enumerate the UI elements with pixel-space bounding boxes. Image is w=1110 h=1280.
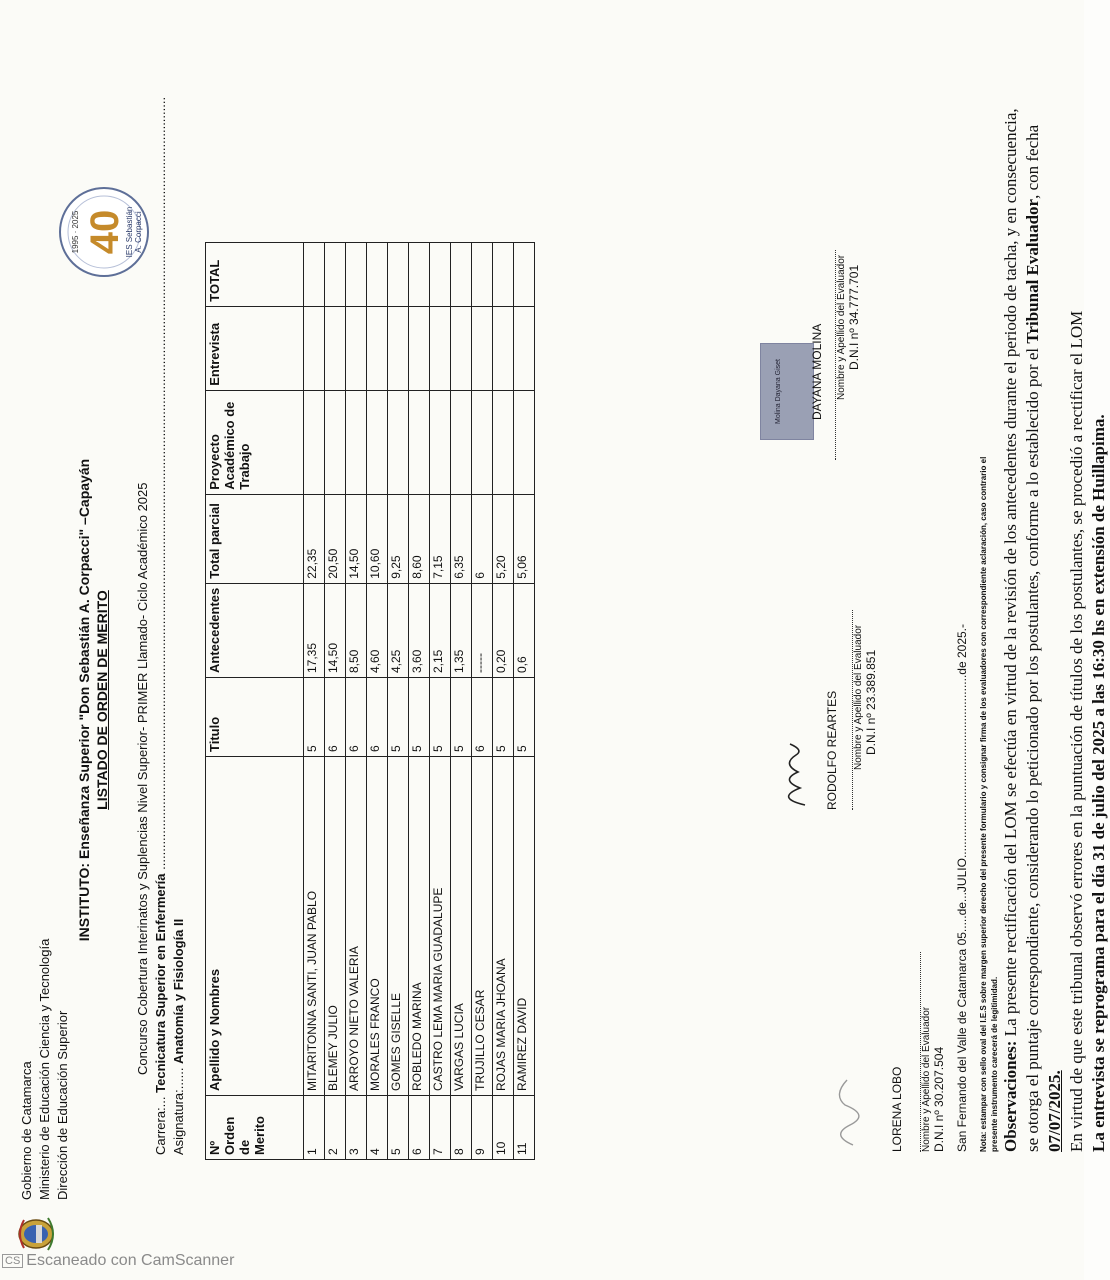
- table-row: [493, 242, 514, 1159]
- cell-name: BLEMEY JULIO: [325, 757, 346, 1096]
- cell-name: ARROYO NIETO VALERIA: [346, 757, 367, 1096]
- cell-name: GOMES GISELLE: [388, 757, 409, 1096]
- cell-total: [304, 242, 325, 306]
- institute-name: INSTITUTO: Enseñanza Superior "Don Sebastián A. Corpacci" –Capayán: [76, 458, 92, 942]
- cell-entrevista: [325, 306, 346, 390]
- document-sheet: Gobierno de Catamarca Ministerio de Educación Ciencia y Tecnología Dirección de Educación Superior INSTITUTO: Enseñanza Superior "Don Sebastián A. Corpacci" –Capayán LISTADO DE ORDEN DE MERITO 40 1995 · 2025 IES Sebastián A. Corpacci Concurso Cobertura Interinatos y Suplencias Nivel Superior- PRIMER Llamado- Ciclo Académico 2025 Carrera:... Tecnicatura Superior en Enfermería ...................................................................................................................................................................................................................... Asignatura:...... Anatomía y Fisiología II Nº Orden de Merito Apellido y Nombres Titulo Antecedentes Total parcial Proyecto Académico de Trabajo Entrevista TOTAL 1 MITARITONNA SANTI, JUAN PABLO 5 17,35 22,35 2 BLEMEY JULIO 6 14,50 20,50 3 ARROYO NIETO VALERIA 6 8,50 14,50 4 MORALES FRANCO 6 4,60 10,60 5 GOMES GISELLE 5 4,25 9,25 6 ROBLEDO MARINA 5 3,60 8,60 7 CASTRO LEMA MARIA GUADALUPE 5 2,15 7,15 8 VARGAS LUCIA 5 1,35 6,35 9 TRUJILLO CESAR 6 ----- 6 10 ROJAS MARIA JHOANA 5 0,20 5,20 11 RAMIREZ DAVID 5 0,6 5,06 LORENA LOBO Nombre y Apellido del Evaluador D.N.I nº 30.207.504 RODOLFO REARTES Nombre y Apellido del Evaluador D.N.I nº 23.389.851 Molina Dayana Giset DAYANA MOLINA Nombre y Apellido del Evaluador D.N.I nº 34.777.701 San Fernando del Valle de Catamarca 05.....de...JULIO.......................................................de 2025.- Nota: estampar con sello oval del I.E.S sobre margen superior derecho del presente formulario y consignar firma de los evaluadores con correspondiente aclaración, caso contrario el presente instrumento carecerá de legitimidad. Observaciones: La presente rectificación del LOM se efectúa en virtud de la revisión de los antecedentes durante el periodo de tacha, y en consecuencia, se otorga el puntaje correspondiente, considerando lo peticionado por los postulantes, conforme a lo establecido por el Tribunal Evaluador, con fecha 07/07/2025. En virtud de que este tribunal observó errores en la puntuación de títulos de los postulantes, se procedió a rectificar el LOM La entrevista se reprograma para el día 31 de julio del 2025 a las 16:30 hs en extensión de Huillapima.: [0, 0, 1084, 1280]
- table-row: [451, 242, 472, 1159]
- cell-num: 4: [367, 1096, 388, 1160]
- cell-antecedentes: 3,60: [409, 583, 430, 677]
- table-row: [388, 242, 409, 1159]
- cell-total-parcial: 7,15: [430, 494, 451, 583]
- cell-entrevista: [304, 306, 325, 390]
- cell-total-parcial: 5,20: [493, 494, 514, 583]
- cell-proyecto: [430, 390, 451, 494]
- signature-scribble-1: [825, 1070, 865, 1150]
- concurso-text: Concurso Cobertura Interinatos y Suplencias Nivel Superior- PRIMER Llamado- Ciclo Académico 2025: [135, 482, 150, 1075]
- evaluator-2-name: RODOLFO REARTES: [825, 690, 839, 810]
- observations-label: Observaciones:: [1001, 1040, 1020, 1152]
- cell-titulo: 6: [472, 678, 493, 757]
- cell-antecedentes: 0,6: [514, 583, 535, 677]
- cell-entrevista: [430, 306, 451, 390]
- cell-total: [367, 242, 388, 306]
- cell-total-parcial: 6,35: [451, 494, 472, 583]
- cell-titulo: 5: [388, 678, 409, 757]
- evaluator-2-dni: D.N.I nº 23.389.851: [864, 649, 878, 755]
- col-header-entrevista: Entrevista: [206, 306, 304, 390]
- evaluator-1-dni: D.N.I nº 30.207.504: [932, 1046, 946, 1152]
- table-header-row: [206, 242, 304, 1159]
- cell-total: [325, 242, 346, 306]
- cell-entrevista: [472, 306, 493, 390]
- cell-total: [493, 242, 514, 306]
- cell-num: 5: [388, 1096, 409, 1160]
- cell-antecedentes: 4,25: [388, 583, 409, 677]
- cell-name: CASTRO LEMA MARIA GUADALUPE: [430, 757, 451, 1096]
- cell-name: VARGAS LUCIA: [451, 757, 472, 1096]
- cell-name: ROJAS MARIA JHOANA: [493, 757, 514, 1096]
- observations-p2: En virtud de que este tribunal observó errores en la puntuación de títulos de los postulantes, se procedió a rectificar el LOM: [1067, 310, 1086, 1152]
- observations-p1c: , con fecha: [1023, 124, 1042, 199]
- cell-proyecto: [514, 390, 535, 494]
- cell-titulo: 6: [367, 678, 388, 757]
- cell-total: [388, 242, 409, 306]
- col-header-total: TOTAL: [206, 242, 304, 306]
- cell-titulo: 5: [493, 678, 514, 757]
- cell-total-parcial: 8,60: [409, 494, 430, 583]
- observations-p1a: La presente rectificación del LOM se efectúa en virtud de la revisión de los antecedentes durante el periodo de tacha, y en consecuencia, se otorga el puntaje correspondiente, considerando lo peticionado por los postulantes, conforme a lo establecido por el: [1001, 108, 1042, 1152]
- cell-total-parcial: 9,25: [388, 494, 409, 583]
- cell-proyecto: [367, 390, 388, 494]
- evaluator-3-dni: D.N.I nº 34.777.701: [847, 264, 861, 370]
- observations-block: [1000, 92, 1110, 1152]
- cell-total-parcial: 22,35: [304, 494, 325, 583]
- cell-proyecto: [325, 390, 346, 494]
- logo-name-2: A. Corpacci: [134, 211, 143, 253]
- evaluator-3-label: Nombre y Apellido del Evaluador: [836, 254, 847, 400]
- cell-proyecto: [409, 390, 430, 494]
- cell-titulo: 6: [346, 678, 367, 757]
- cell-entrevista: [493, 306, 514, 390]
- cell-total-parcial: 14,50: [346, 494, 367, 583]
- table-row: [409, 242, 430, 1159]
- cell-titulo: 5: [514, 678, 535, 757]
- cell-titulo: 6: [325, 678, 346, 757]
- cell-name: ROBLEDO MARINA: [409, 757, 430, 1096]
- cell-total: [409, 242, 430, 306]
- cell-entrevista: [514, 306, 535, 390]
- cell-proyecto: [388, 390, 409, 494]
- col-header-antecedentes: Antecedentes: [206, 583, 304, 677]
- cell-entrevista: [409, 306, 430, 390]
- cell-name: RAMIREZ DAVID: [514, 757, 535, 1096]
- cell-antecedentes: 2,15: [430, 583, 451, 677]
- cell-proyecto: [472, 390, 493, 494]
- cell-total: [514, 242, 535, 306]
- cell-total-parcial: 5,06: [514, 494, 535, 583]
- cell-antecedentes: -----: [472, 583, 493, 677]
- cell-total: [451, 242, 472, 306]
- cell-antecedentes: 4,60: [367, 583, 388, 677]
- cell-num: 7: [430, 1096, 451, 1160]
- cell-name: MITARITONNA SANTI, JUAN PABLO: [304, 757, 325, 1096]
- cell-num: 6: [409, 1096, 430, 1160]
- evaluator-3-stamp: Molina Dayana Giset: [760, 343, 814, 440]
- cell-proyecto: [493, 390, 514, 494]
- table-row: [367, 242, 388, 1159]
- merit-table: [205, 242, 535, 1160]
- col-header-total-parcial: Total parcial: [206, 494, 304, 583]
- evaluator-1-name: LORENA LOBO: [890, 1066, 904, 1152]
- logo-number: 40: [83, 209, 127, 255]
- cell-entrevista: [451, 306, 472, 390]
- cell-antecedentes: 8,50: [346, 583, 367, 677]
- signature-scribble-2: [770, 740, 815, 810]
- logo-name-1: IES Sebastián: [125, 206, 134, 258]
- cell-proyecto: [451, 390, 472, 494]
- coat-of-arms-icon: [14, 1214, 58, 1254]
- page-title: LISTADO DE ORDEN DE MERITO: [94, 590, 110, 810]
- cell-name: MORALES FRANCO: [367, 757, 388, 1096]
- evaluator-2-label: Nombre y Apellido del Evaluador: [853, 624, 864, 770]
- cell-proyecto: [346, 390, 367, 494]
- cell-num: 1: [304, 1096, 325, 1160]
- cell-antecedentes: 0,20: [493, 583, 514, 677]
- cell-total-parcial: 20,50: [325, 494, 346, 583]
- cell-entrevista: [346, 306, 367, 390]
- carrera-label: Carrera:...: [153, 1096, 168, 1155]
- cell-proyecto: [304, 390, 325, 494]
- cell-titulo: 5: [304, 678, 325, 757]
- header-line-1: Gobierno de Catamarca: [19, 1061, 34, 1200]
- cell-num: 2: [325, 1096, 346, 1160]
- table-row: [304, 242, 325, 1159]
- evaluator-1-label: Nombre y Apellido del Evaluador: [921, 1006, 932, 1152]
- asignatura-value: Anatomía y Fisiología II: [171, 918, 186, 1064]
- cell-total: [346, 242, 367, 306]
- table-row: [514, 242, 535, 1159]
- asignatura-label: Asignatura:......: [171, 1067, 186, 1155]
- scanner-watermark: [2, 1252, 234, 1270]
- camscanner-icon: CS: [2, 1254, 23, 1268]
- cell-num: 3: [346, 1096, 367, 1160]
- cell-antecedentes: 17,35: [304, 583, 325, 677]
- cell-entrevista: [367, 306, 388, 390]
- observations-p3: La entrevista se reprograma para el día 31 de julio del 2025 a las 16:30 hs en extensión de Huillapima.: [1089, 414, 1108, 1152]
- cell-total: [472, 242, 493, 306]
- table-row: [430, 242, 451, 1159]
- col-header-name: Apellido y Nombres: [206, 757, 304, 1096]
- table-row: [325, 242, 346, 1159]
- cell-num: 9: [472, 1096, 493, 1160]
- table-row: [472, 242, 493, 1159]
- col-header-num: Nº Orden de Merito: [206, 1096, 304, 1160]
- carrera-value: Tecnicatura Superior en Enfermería: [153, 873, 168, 1093]
- table-row: [346, 242, 367, 1159]
- col-header-titulo: Titulo: [206, 678, 304, 757]
- header-line-2: Ministerio de Educación Ciencia y Tecnología: [37, 938, 52, 1200]
- cell-titulo: 5: [430, 678, 451, 757]
- cell-total: [430, 242, 451, 306]
- cell-antecedentes: 1,35: [451, 583, 472, 677]
- observations-date: 07/07/2025.: [1045, 1070, 1064, 1152]
- cell-total-parcial: 6: [472, 494, 493, 583]
- cell-num: 8: [451, 1096, 472, 1160]
- col-header-proyecto: Proyecto Académico de Trabajo: [206, 390, 304, 494]
- cell-titulo: 5: [409, 678, 430, 757]
- logo-years: 1995 · 2025: [71, 210, 80, 254]
- cell-num: 11: [514, 1096, 535, 1160]
- header-line-3: Dirección de Educación Superior: [55, 1010, 70, 1200]
- cell-entrevista: [388, 306, 409, 390]
- place-date: San Fernando del Valle de Catamarca 05.....de...JULIO.......................................................de 2025.-: [955, 623, 969, 1152]
- legal-note: Nota: estampar con sello oval del I.E.S sobre margen superior derecho del presente formulario y consignar firma de los evaluadores con correspondiente aclaración, caso contrario el presente instrumento carecerá de legitimidad.: [979, 456, 999, 1152]
- observations-tribunal: Tribunal Evaluador: [1023, 198, 1042, 344]
- evaluator-3-name: DAYANA MOLINA: [810, 323, 824, 420]
- cell-antecedentes: 14,50: [325, 583, 346, 677]
- cell-titulo: 5: [451, 678, 472, 757]
- cell-name: TRUJILLO CESAR: [472, 757, 493, 1096]
- cell-num: 10: [493, 1096, 514, 1160]
- cell-total-parcial: 10,60: [367, 494, 388, 583]
- scanner-watermark-text: Escaneado con CamScanner: [26, 1252, 235, 1269]
